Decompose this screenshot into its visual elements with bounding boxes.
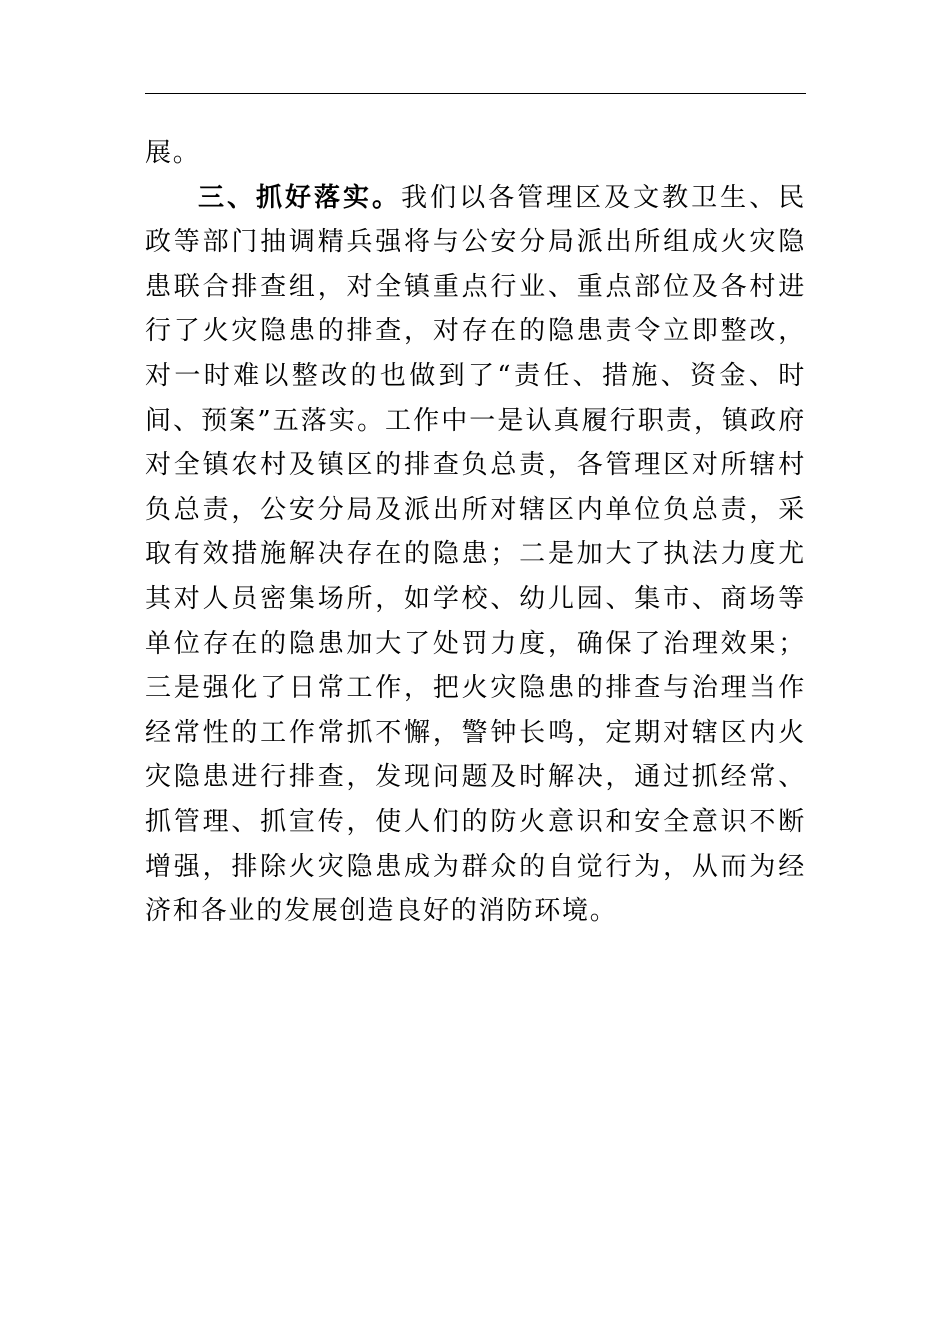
section-body: 我们以各管理区及文教卫生、民政等部门抽调精兵强将与公安分局派出所组成火灾隐患联合排查组，对全镇重点行业、重点部位及各村进行了火灾隐患的排查，对存在的隐患责令立即整改，对一时难以整改的也做到了“责任、措施、资金、时间、预案”五落实。工作中一是认真履行职责，镇政府对全镇农村及镇区的排查负总责，各管理区对所辖村负总责，公安分局及派出所对辖区内单位负总责，采取有效措施解决存在的隐患；二是加大了执法力度尤其对人员密集场所，如学校、幼儿园、集市、商场等单位存在的隐患加大了处罚力度，确保了治理效果；三是强化了日常工作，把火灾隐患的排查与治理当作经常性的工作常抓不懈，警钟长鸣，定期对辖区内火灾隐患进行排查，发现问题及时解决，通过抓经常、抓管理、抓宣传，使人们的防火意识和安全意识不断增强，排除火灾隐患成为群众的自觉行为，从而为经济和各业的发展创造良好的消防环境。 (145, 182, 807, 927)
continued-paragraph (145, 131, 806, 176)
section-heading: 三、抓好落实。 (198, 182, 402, 213)
page-body (145, 131, 806, 934)
header-rule (145, 93, 806, 94)
section-paragraph (145, 176, 806, 934)
continued-text: 展。 (145, 138, 201, 168)
